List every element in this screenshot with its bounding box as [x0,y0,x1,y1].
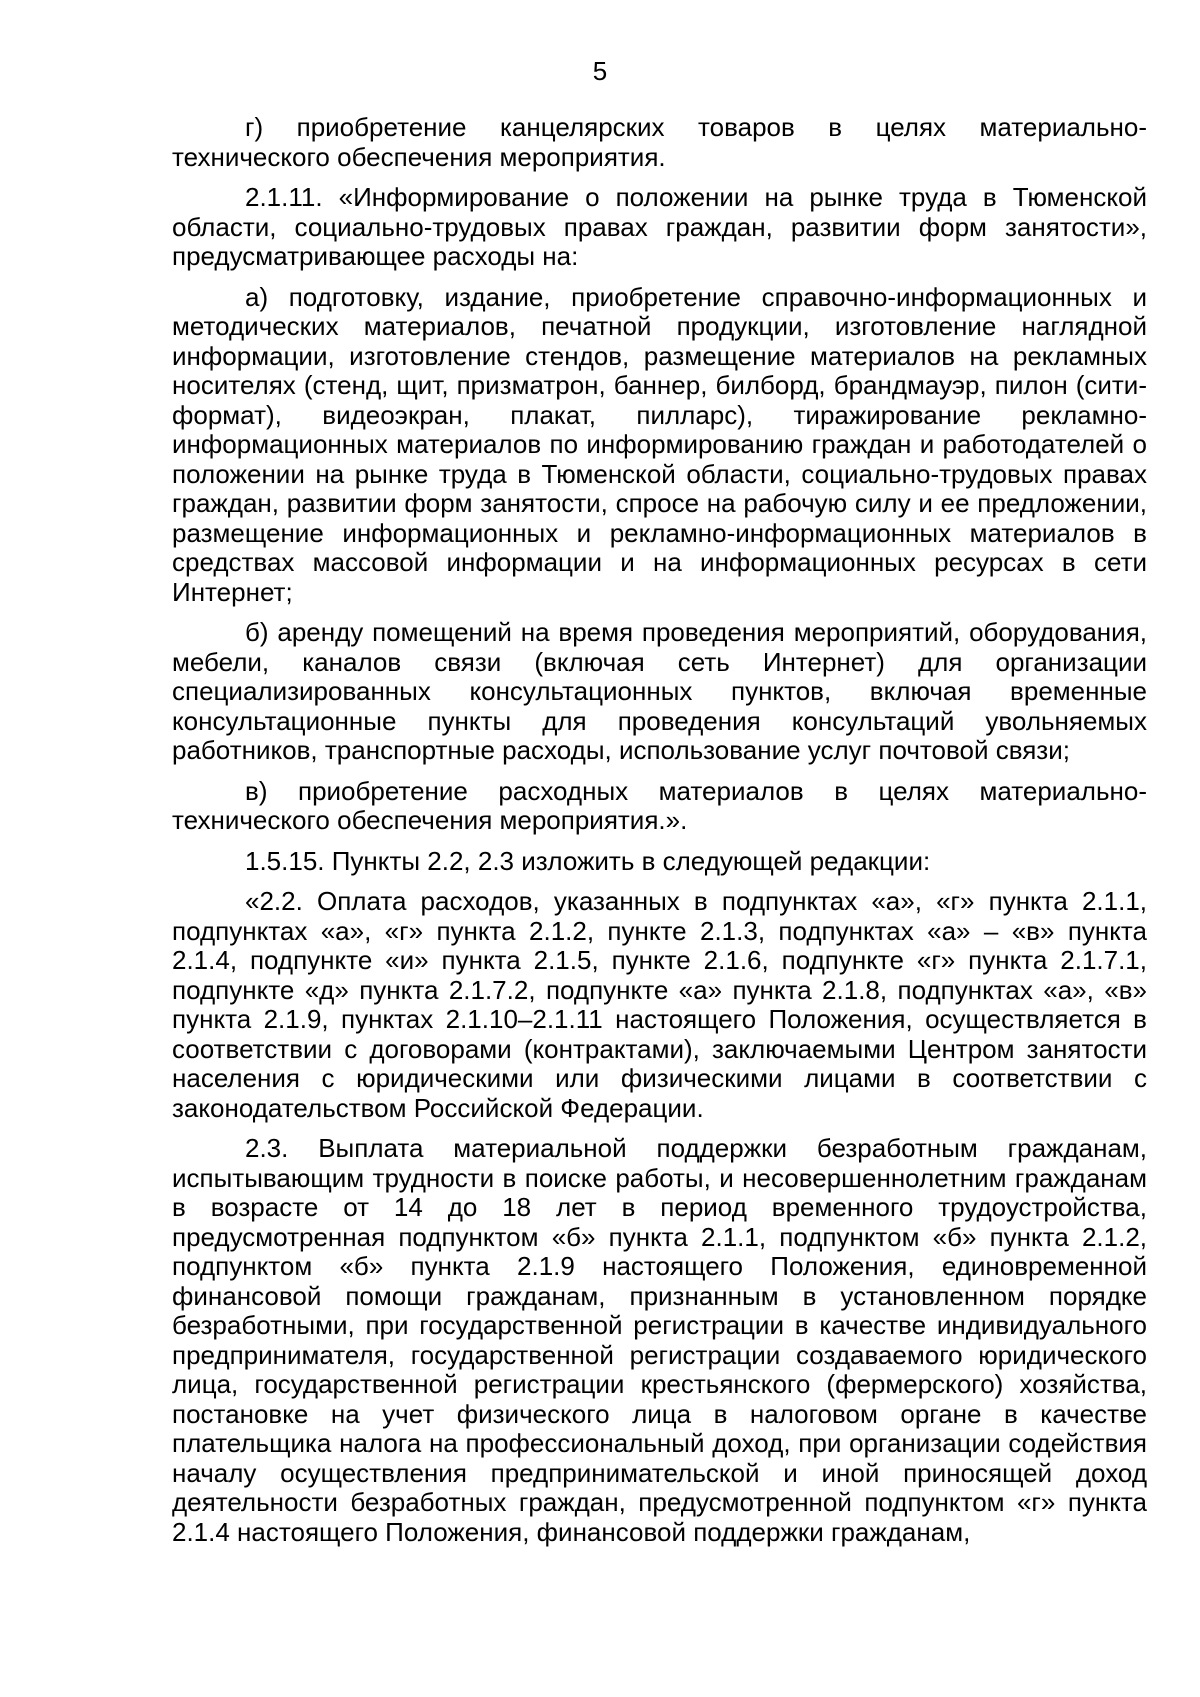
paragraph-2-1-11-v: в) приобретение расходных материалов в целях материально-технического обеспечения мероприятия.». [172,775,1147,835]
paragraph-1-5-15: 1.5.15. Пункты 2.2, 2.3 изложить в следующей редакции: [245,845,931,876]
page-number: 5 [592,56,608,86]
paragraph-2-3: 2.3. Выплата материальной поддержки безработным гражданам, испытывающим трудности в поиске работы, и несовершеннолетним гражданам в возрасте от 14 до 18 лет в период временного трудоустройства, предусмотренная подпунктом «б» пункта 2.1.1, подпунктом «б» пункта 2.1.2, подпунктом «б» пункта 2.1.9 настоящего Положения, единовременной финансовой помощи гражданам, признанным в установленном порядке безработными, при государственной регистрации в качестве индивидуального предпринимателя, государственной регистрации создаваемого юридического лица, государственной регистрации крестьянского (фермерского) хозяйства, постановке на учет физического лица в налоговом органе в качестве плательщика налога на профессиональный доход, при организации содействия началу осуществления предпринимательской и иной приносящей доход деятельности безработных граждан, предусмотренной подпунктом «г» пункта 2.1.4 настоящего Положения, финансовой поддержки гражданам, [172,1133,1147,1547]
paragraph-2-1-11-a: а) подготовку, издание, приобретение справочно-информационных и методических материалов, печатной продукции, изготовление наглядной информации, изготовление стендов, размещение материалов на рекламных носителях (стенд, щит, призматрон, баннер, билборд, брандмауэр, пилон (сити-формат), видеоэкран, плакат, пилларс), тиражирование рекламно-информационных материалов по информированию граждан и работодателей о положении на рынке труда в Тюменской области, социально-трудовых правах граждан, развитии форм занятости, спросе на рабочую силу и ее предложении, размещение информационных и рекламно-информационных материалов в средствах массовой информации и на информационных ресурсах в сети Интернет; [172,281,1147,607]
paragraph-2-1-10-g: г) приобретение канцелярских товаров в целях материально-технического обеспечения мероприятия. [172,112,1147,172]
paragraph-2-1-11: 2.1.11. «Информирование о положении на рынке труда в Тюменской области, социально-трудовых правах граждан, развитии форм занятости», предусматривающее расходы на: [172,182,1147,271]
paragraph-2-2: «2.2. Оплата расходов, указанных в подпунктах «а», «г» пункта 2.1.1, подпунктах «а», «г» пункта 2.1.2, пункте 2.1.3, подпунктах «а» – «в» пункта 2.1.4, подпункте «и» пункта 2.1.5, пункте 2.1.6, подпункте «г» пункта 2.1.7.1, подпункте «д» пункта 2.1.7.2, подпункте «а» пункта 2.1.8, подпунктах «а», «в» пункта 2.1.9, пунктах 2.1.10–2.1.11 настоящего Положения, осуществляется в соответствии с договорами (контрактами), заключаемыми Центром занятости населения с юридическими или физическими лицами в соответствии с законодательством Российской Федерации. [172,886,1147,1123]
paragraph-2-1-11-b: б) аренду помещений на время проведения мероприятий, оборудования, мебели, каналов связи (включая сеть Интернет) для организации специализированных консультационных пунктов, включая временные консультационные пункты для проведения консультаций увольняемых работников, транспортные расходы, использование услуг почтовой связи; [172,617,1147,765]
document-body [172,113,1147,1558]
